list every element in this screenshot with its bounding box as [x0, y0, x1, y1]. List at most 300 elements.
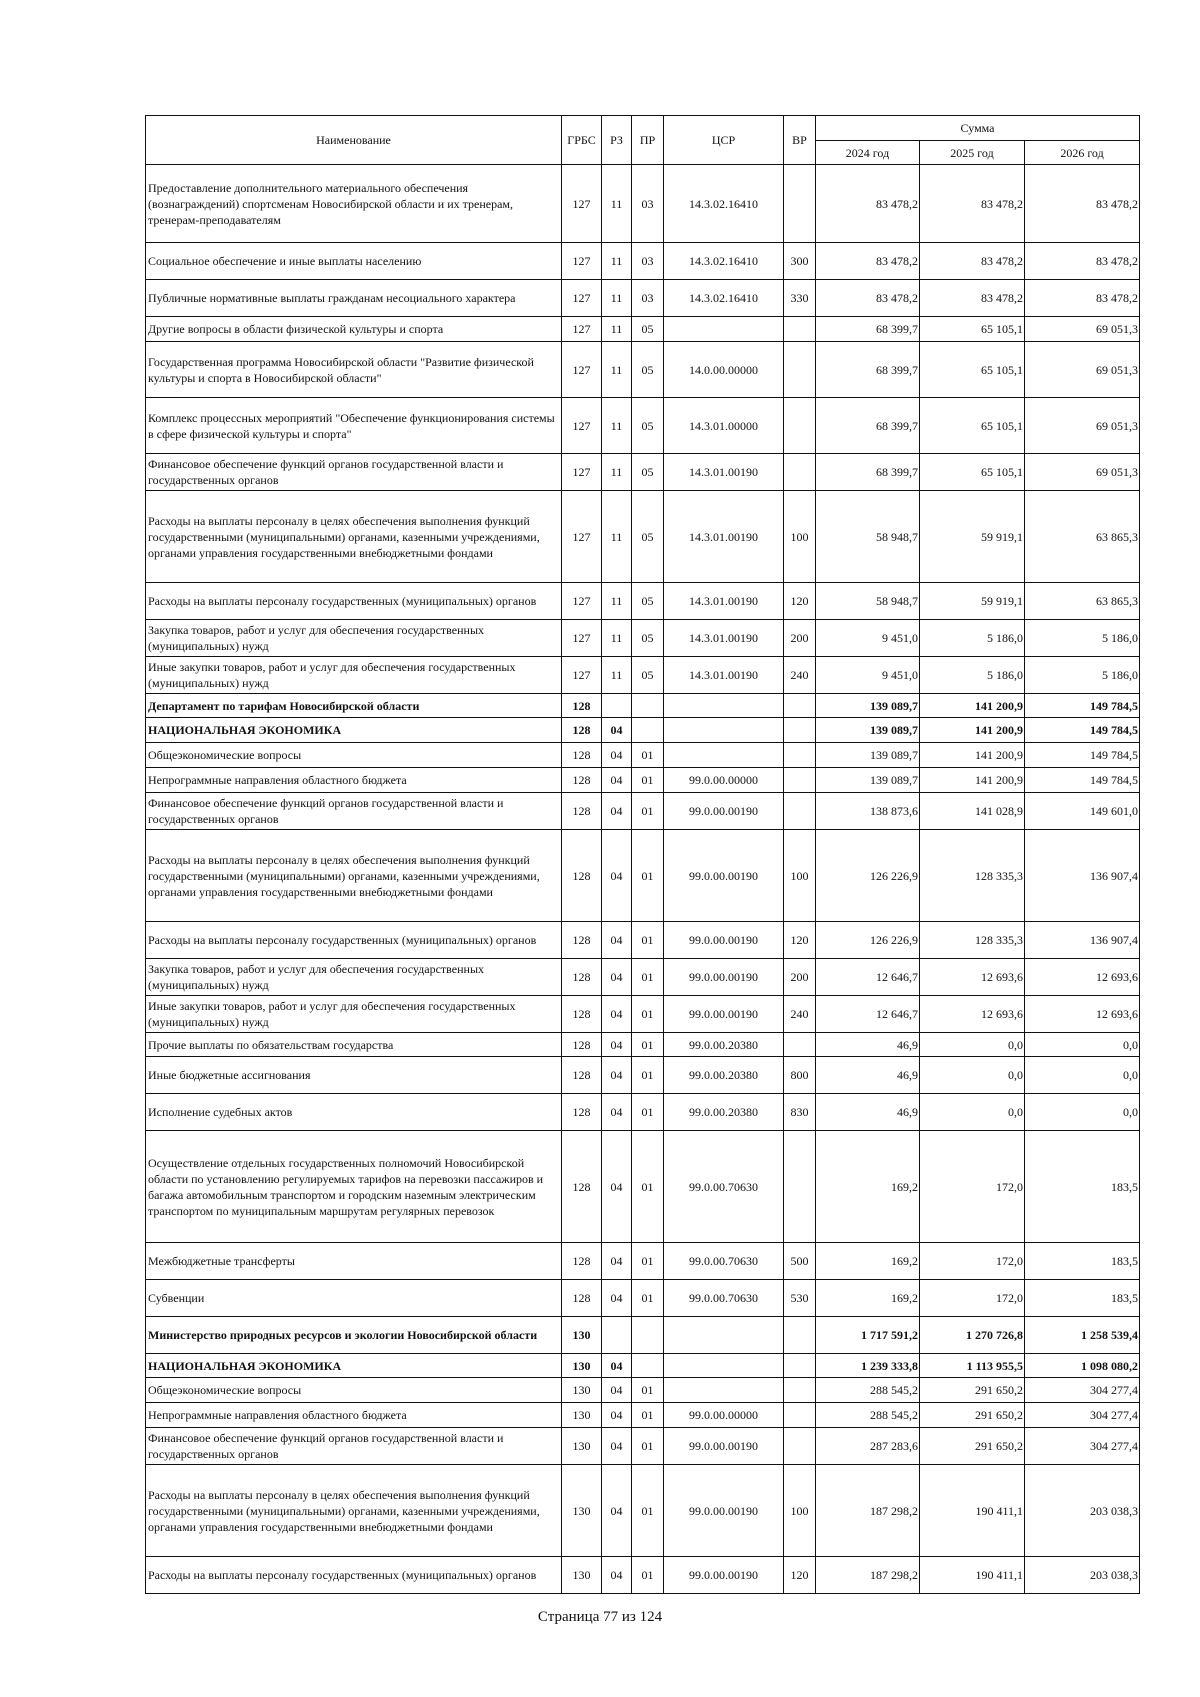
row-pr: 01	[632, 830, 664, 922]
row-value-2025: 12 693,6	[920, 996, 1025, 1033]
row-rz: 04	[602, 718, 632, 743]
row-csr: 99.0.00.20380	[664, 1094, 784, 1131]
row-value-2026: 0,0	[1025, 1057, 1140, 1094]
row-pr: 05	[632, 398, 664, 454]
row-value-2026: 1 098 080,2	[1025, 1354, 1140, 1378]
row-vr	[784, 768, 816, 793]
row-rz: 11	[602, 454, 632, 491]
table-row	[146, 243, 1140, 280]
row-value-2026: 149 784,5	[1025, 718, 1140, 743]
row-value-2025: 0,0	[920, 1094, 1025, 1131]
table-row	[146, 1057, 1140, 1094]
row-value-2024: 58 948,7	[816, 491, 920, 583]
row-value-2024: 68 399,7	[816, 454, 920, 491]
row-csr: 99.0.00.00000	[664, 1403, 784, 1428]
row-grbs: 128	[562, 996, 602, 1033]
row-pr: 03	[632, 243, 664, 280]
row-vr: 200	[784, 620, 816, 657]
row-pr: 05	[632, 620, 664, 657]
row-value-2026: 183,5	[1025, 1280, 1140, 1317]
row-grbs: 128	[562, 1243, 602, 1280]
row-csr: 99.0.00.70630	[664, 1243, 784, 1280]
row-value-2024: 139 089,7	[816, 718, 920, 743]
row-value-2025: 83 478,2	[920, 280, 1025, 317]
row-value-2024: 1 717 591,2	[816, 1317, 920, 1354]
row-rz: 04	[602, 1557, 632, 1594]
row-rz: 04	[602, 1033, 632, 1057]
row-value-2025: 128 335,3	[920, 830, 1025, 922]
row-value-2024: 187 298,2	[816, 1465, 920, 1557]
row-value-2024: 288 545,2	[816, 1378, 920, 1403]
row-name: Закупка товаров, работ и услуг для обеспечения государственных (муниципальных) нужд	[146, 620, 562, 657]
row-rz: 11	[602, 583, 632, 620]
row-value-2024: 46,9	[816, 1057, 920, 1094]
row-rz: 04	[602, 1354, 632, 1378]
row-rz: 11	[602, 342, 632, 398]
row-name: Другие вопросы в области физической культуры и спорта	[146, 317, 562, 342]
row-name: Осуществление отдельных государственных полномочий Новосибирской области по установлению регулируемых тарифов на перевозки пассажиров и багажа автомобильным транспортом и городским наземным электрическим транспортом по муниципальным маршрутам регулярных перевозок	[146, 1131, 562, 1243]
row-value-2026: 304 277,4	[1025, 1428, 1140, 1465]
row-grbs: 127	[562, 657, 602, 694]
table-row	[146, 280, 1140, 317]
row-value-2025: 5 186,0	[920, 657, 1025, 694]
col-header-sum: Сумма	[816, 116, 1140, 141]
row-name: Расходы на выплаты персоналу государственных (муниципальных) органов	[146, 922, 562, 959]
row-rz: 11	[602, 491, 632, 583]
row-vr	[784, 743, 816, 768]
col-header-csr: ЦСР	[664, 116, 784, 165]
row-value-2024: 126 226,9	[816, 830, 920, 922]
row-grbs: 127	[562, 491, 602, 583]
row-rz: 04	[602, 1131, 632, 1243]
row-vr: 200	[784, 959, 816, 996]
row-rz: 04	[602, 1280, 632, 1317]
row-value-2026: 304 277,4	[1025, 1378, 1140, 1403]
row-value-2026: 149 601,0	[1025, 793, 1140, 830]
row-name: Закупка товаров, работ и услуг для обеспечения государственных (муниципальных) нужд	[146, 959, 562, 996]
row-vr: 100	[784, 491, 816, 583]
row-csr: 99.0.00.00190	[664, 922, 784, 959]
row-grbs: 128	[562, 768, 602, 793]
col-header-pr: ПР	[632, 116, 664, 165]
row-rz: 04	[602, 996, 632, 1033]
row-rz: 11	[602, 620, 632, 657]
table-row	[146, 1094, 1140, 1131]
row-csr: 99.0.00.20380	[664, 1033, 784, 1057]
row-vr	[784, 1317, 816, 1354]
row-pr	[632, 1317, 664, 1354]
row-value-2024: 139 089,7	[816, 743, 920, 768]
row-grbs: 128	[562, 743, 602, 768]
table-header	[146, 116, 1140, 165]
row-csr: 14.3.01.00190	[664, 620, 784, 657]
row-grbs: 127	[562, 454, 602, 491]
row-csr: 99.0.00.00190	[664, 830, 784, 922]
row-vr	[784, 454, 816, 491]
row-vr: 120	[784, 583, 816, 620]
row-vr	[784, 1428, 816, 1465]
col-header-rz: РЗ	[602, 116, 632, 165]
row-value-2025: 291 650,2	[920, 1378, 1025, 1403]
row-value-2026: 0,0	[1025, 1033, 1140, 1057]
row-name: НАЦИОНАЛЬНАЯ ЭКОНОМИКА	[146, 718, 562, 743]
row-csr: 14.3.02.16410	[664, 243, 784, 280]
col-header-name: Наименование	[146, 116, 562, 165]
row-vr	[784, 1131, 816, 1243]
row-value-2024: 187 298,2	[816, 1557, 920, 1594]
row-name: Государственная программа Новосибирской области "Развитие физической культуры и спорта в Новосибирской области"	[146, 342, 562, 398]
row-csr	[664, 718, 784, 743]
row-value-2024: 46,9	[816, 1094, 920, 1131]
row-grbs: 127	[562, 243, 602, 280]
row-grbs: 128	[562, 793, 602, 830]
row-value-2024: 83 478,2	[816, 165, 920, 243]
row-csr: 99.0.00.00190	[664, 959, 784, 996]
row-vr: 240	[784, 657, 816, 694]
row-vr: 300	[784, 243, 816, 280]
row-value-2025: 5 186,0	[920, 620, 1025, 657]
row-csr	[664, 694, 784, 718]
row-vr	[784, 165, 816, 243]
row-name: Общеэкономические вопросы	[146, 743, 562, 768]
row-grbs: 130	[562, 1557, 602, 1594]
row-name: Общеэкономические вопросы	[146, 1378, 562, 1403]
row-vr	[784, 793, 816, 830]
row-csr: 99.0.00.00190	[664, 1557, 784, 1594]
row-name: Межбюджетные трансферты	[146, 1243, 562, 1280]
row-name: Исполнение судебных актов	[146, 1094, 562, 1131]
row-value-2026: 149 784,5	[1025, 694, 1140, 718]
row-rz: 11	[602, 317, 632, 342]
row-value-2025: 291 650,2	[920, 1403, 1025, 1428]
row-grbs: 130	[562, 1378, 602, 1403]
row-value-2025: 128 335,3	[920, 922, 1025, 959]
table-row	[146, 1354, 1140, 1378]
row-name: Расходы на выплаты персоналу государственных (муниципальных) органов	[146, 583, 562, 620]
row-vr	[784, 1403, 816, 1428]
row-rz: 04	[602, 1403, 632, 1428]
row-rz: 04	[602, 922, 632, 959]
row-name: Непрограммные направления областного бюджета	[146, 768, 562, 793]
table-row	[146, 1465, 1140, 1557]
table-row	[146, 398, 1140, 454]
row-value-2024: 68 399,7	[816, 342, 920, 398]
row-grbs: 128	[562, 1280, 602, 1317]
row-value-2025: 83 478,2	[920, 243, 1025, 280]
row-csr: 14.3.01.00190	[664, 491, 784, 583]
row-value-2024: 9 451,0	[816, 657, 920, 694]
table-row	[146, 1378, 1140, 1403]
row-pr: 01	[632, 1131, 664, 1243]
row-rz: 04	[602, 1243, 632, 1280]
row-csr: 14.3.01.00190	[664, 454, 784, 491]
row-csr: 99.0.00.20380	[664, 1057, 784, 1094]
row-grbs: 130	[562, 1354, 602, 1378]
row-rz: 04	[602, 768, 632, 793]
row-value-2026: 83 478,2	[1025, 243, 1140, 280]
col-header-2026: 2026 год	[1025, 141, 1140, 165]
row-vr	[784, 317, 816, 342]
row-value-2025: 1 270 726,8	[920, 1317, 1025, 1354]
budget-table	[145, 115, 1140, 1594]
row-value-2024: 169,2	[816, 1280, 920, 1317]
table-body	[146, 165, 1140, 1594]
table-row	[146, 1428, 1140, 1465]
row-grbs: 127	[562, 583, 602, 620]
row-pr: 01	[632, 1378, 664, 1403]
table-row	[146, 996, 1140, 1033]
row-value-2024: 138 873,6	[816, 793, 920, 830]
row-rz: 04	[602, 793, 632, 830]
row-name: Расходы на выплаты персоналу в целях обеспечения выполнения функций государственными (муниципальными) органами, казенными учреждениями, органами управления государственными внебюджетными фондами	[146, 491, 562, 583]
row-pr: 01	[632, 1057, 664, 1094]
row-value-2024: 126 226,9	[816, 922, 920, 959]
row-value-2024: 1 239 333,8	[816, 1354, 920, 1378]
row-value-2025: 59 919,1	[920, 583, 1025, 620]
row-pr: 01	[632, 996, 664, 1033]
row-vr	[784, 1354, 816, 1378]
row-value-2025: 141 200,9	[920, 694, 1025, 718]
row-name: Социальное обеспечение и иные выплаты населению	[146, 243, 562, 280]
row-name: Министерство природных ресурсов и экологии Новосибирской области	[146, 1317, 562, 1354]
row-pr: 01	[632, 1557, 664, 1594]
table-row	[146, 165, 1140, 243]
row-csr: 99.0.00.00000	[664, 768, 784, 793]
row-value-2024: 12 646,7	[816, 959, 920, 996]
row-grbs: 128	[562, 1131, 602, 1243]
row-value-2025: 65 105,1	[920, 454, 1025, 491]
table-row	[146, 793, 1140, 830]
row-rz: 11	[602, 657, 632, 694]
row-name: Финансовое обеспечение функций органов государственной власти и государственных органов	[146, 1428, 562, 1465]
table-row	[146, 694, 1140, 718]
table-row	[146, 830, 1140, 922]
row-grbs: 127	[562, 317, 602, 342]
table-row	[146, 583, 1140, 620]
row-vr: 830	[784, 1094, 816, 1131]
row-value-2026: 149 784,5	[1025, 768, 1140, 793]
row-rz: 11	[602, 398, 632, 454]
table-row	[146, 491, 1140, 583]
row-vr: 100	[784, 1465, 816, 1557]
row-csr: 14.3.02.16410	[664, 165, 784, 243]
row-value-2024: 169,2	[816, 1131, 920, 1243]
row-value-2026: 69 051,3	[1025, 342, 1140, 398]
row-value-2024: 288 545,2	[816, 1403, 920, 1428]
row-value-2026: 69 051,3	[1025, 398, 1140, 454]
row-grbs: 127	[562, 342, 602, 398]
row-name: Комплекс процессных мероприятий "Обеспечение функционирования системы в сфере физической культуры и спорта"	[146, 398, 562, 454]
row-rz: 04	[602, 1094, 632, 1131]
row-value-2026: 183,5	[1025, 1131, 1140, 1243]
row-vr: 120	[784, 922, 816, 959]
row-pr: 01	[632, 1403, 664, 1428]
row-value-2025: 1 113 955,5	[920, 1354, 1025, 1378]
row-value-2026: 136 907,4	[1025, 830, 1140, 922]
row-rz: 04	[602, 743, 632, 768]
row-rz: 04	[602, 1378, 632, 1403]
table-row	[146, 922, 1140, 959]
row-name: Иные бюджетные ассигнования	[146, 1057, 562, 1094]
row-pr: 03	[632, 280, 664, 317]
row-value-2026: 0,0	[1025, 1094, 1140, 1131]
row-value-2025: 141 028,9	[920, 793, 1025, 830]
row-value-2025: 141 200,9	[920, 768, 1025, 793]
row-grbs: 127	[562, 280, 602, 317]
table-row	[146, 342, 1140, 398]
row-value-2025: 172,0	[920, 1131, 1025, 1243]
row-name: Расходы на выплаты персоналу в целях обеспечения выполнения функций государственными (муниципальными) органами, казенными учреждениями, органами управления государственными внебюджетными фондами	[146, 830, 562, 922]
row-value-2025: 291 650,2	[920, 1428, 1025, 1465]
row-pr	[632, 718, 664, 743]
page-number: Страница 77 из 124	[537, 1609, 663, 1625]
row-value-2026: 69 051,3	[1025, 317, 1140, 342]
row-value-2025: 65 105,1	[920, 342, 1025, 398]
row-value-2024: 68 399,7	[816, 317, 920, 342]
row-grbs: 127	[562, 165, 602, 243]
row-pr: 01	[632, 959, 664, 996]
row-pr: 01	[632, 743, 664, 768]
row-rz: 04	[602, 1057, 632, 1094]
row-value-2026: 136 907,4	[1025, 922, 1140, 959]
row-name: Субвенции	[146, 1280, 562, 1317]
row-value-2025: 12 693,6	[920, 959, 1025, 996]
row-value-2026: 63 865,3	[1025, 583, 1140, 620]
row-vr	[784, 342, 816, 398]
row-grbs: 127	[562, 398, 602, 454]
row-csr: 99.0.00.00190	[664, 1465, 784, 1557]
row-value-2024: 287 283,6	[816, 1428, 920, 1465]
row-rz	[602, 1317, 632, 1354]
row-value-2026: 5 186,0	[1025, 620, 1140, 657]
row-csr: 99.0.00.00190	[664, 996, 784, 1033]
row-grbs: 128	[562, 959, 602, 996]
table-row	[146, 959, 1140, 996]
row-value-2025: 190 411,1	[920, 1557, 1025, 1594]
row-pr	[632, 1354, 664, 1378]
row-pr: 01	[632, 1243, 664, 1280]
row-value-2026: 304 277,4	[1025, 1403, 1140, 1428]
row-name: Иные закупки товаров, работ и услуг для обеспечения государственных (муниципальных) нужд	[146, 996, 562, 1033]
table-row	[146, 768, 1140, 793]
row-csr: 99.0.00.70630	[664, 1131, 784, 1243]
row-value-2026: 1 258 539,4	[1025, 1317, 1140, 1354]
row-pr: 05	[632, 583, 664, 620]
row-name: Публичные нормативные выплаты гражданам несоциального характера	[146, 280, 562, 317]
row-value-2024: 83 478,2	[816, 280, 920, 317]
row-vr	[784, 398, 816, 454]
row-grbs: 128	[562, 1033, 602, 1057]
row-csr: 14.3.01.00000	[664, 398, 784, 454]
row-name: Финансовое обеспечение функций органов государственной власти и государственных органов	[146, 793, 562, 830]
row-name: Иные закупки товаров, работ и услуг для обеспечения государственных (муниципальных) нужд	[146, 657, 562, 694]
row-pr: 05	[632, 317, 664, 342]
row-name: Расходы на выплаты персоналу в целях обеспечения выполнения функций государственными (муниципальными) органами, казенными учреждениями, органами управления государственными внебюджетными фондами	[146, 1465, 562, 1557]
row-value-2024: 58 948,7	[816, 583, 920, 620]
row-csr: 99.0.00.00190	[664, 793, 784, 830]
row-rz: 11	[602, 243, 632, 280]
row-vr: 530	[784, 1280, 816, 1317]
row-pr: 01	[632, 1094, 664, 1131]
row-grbs: 128	[562, 718, 602, 743]
row-vr: 100	[784, 830, 816, 922]
row-value-2026: 183,5	[1025, 1243, 1140, 1280]
row-name: Прочие выплаты по обязательствам государства	[146, 1033, 562, 1057]
row-grbs: 128	[562, 1057, 602, 1094]
row-csr	[664, 317, 784, 342]
row-vr	[784, 1033, 816, 1057]
table-row	[146, 1131, 1140, 1243]
row-grbs: 127	[562, 620, 602, 657]
row-value-2026: 83 478,2	[1025, 165, 1140, 243]
row-name: Финансовое обеспечение функций органов государственной власти и государственных органов	[146, 454, 562, 491]
row-grbs: 128	[562, 830, 602, 922]
table-row	[146, 1243, 1140, 1280]
table-row	[146, 1280, 1140, 1317]
row-name: Расходы на выплаты персоналу государственных (муниципальных) органов	[146, 1557, 562, 1594]
row-pr: 05	[632, 342, 664, 398]
row-value-2025: 172,0	[920, 1243, 1025, 1280]
row-rz: 04	[602, 1465, 632, 1557]
row-value-2024: 46,9	[816, 1033, 920, 1057]
table-row	[146, 1403, 1140, 1428]
row-grbs: 128	[562, 922, 602, 959]
row-rz: 11	[602, 165, 632, 243]
row-name: Непрограммные направления областного бюджета	[146, 1403, 562, 1428]
row-value-2026: 203 038,3	[1025, 1465, 1140, 1557]
row-grbs: 130	[562, 1428, 602, 1465]
row-name: Предоставление дополнительного материального обеспечения (вознаграждений) спортсменам Новосибирской области и их тренерам, тренерам-преподавателям	[146, 165, 562, 243]
row-name: НАЦИОНАЛЬНАЯ ЭКОНОМИКА	[146, 1354, 562, 1378]
row-pr: 01	[632, 1428, 664, 1465]
row-pr: 05	[632, 657, 664, 694]
row-grbs: 130	[562, 1403, 602, 1428]
row-pr: 03	[632, 165, 664, 243]
col-header-2024: 2024 год	[816, 141, 920, 165]
table-row	[146, 1557, 1140, 1594]
table-row	[146, 718, 1140, 743]
row-vr: 500	[784, 1243, 816, 1280]
col-header-2025: 2025 год	[920, 141, 1025, 165]
row-value-2025: 0,0	[920, 1057, 1025, 1094]
row-vr	[784, 718, 816, 743]
col-header-grbs: ГРБС	[562, 116, 602, 165]
row-value-2026: 203 038,3	[1025, 1557, 1140, 1594]
row-grbs: 128	[562, 694, 602, 718]
row-grbs: 130	[562, 1465, 602, 1557]
row-rz: 04	[602, 830, 632, 922]
row-pr: 01	[632, 1033, 664, 1057]
row-pr: 01	[632, 768, 664, 793]
row-pr	[632, 694, 664, 718]
row-csr: 99.0.00.00190	[664, 1428, 784, 1465]
row-value-2025: 141 200,9	[920, 718, 1025, 743]
row-pr: 01	[632, 793, 664, 830]
row-value-2025: 172,0	[920, 1280, 1025, 1317]
row-value-2026: 12 693,6	[1025, 996, 1140, 1033]
row-rz: 04	[602, 959, 632, 996]
row-value-2024: 139 089,7	[816, 694, 920, 718]
row-vr: 800	[784, 1057, 816, 1094]
table-row	[146, 1033, 1140, 1057]
row-csr: 99.0.00.70630	[664, 1280, 784, 1317]
row-value-2025: 65 105,1	[920, 398, 1025, 454]
col-header-vr: ВР	[784, 116, 816, 165]
row-rz: 11	[602, 280, 632, 317]
row-csr: 14.0.00.00000	[664, 342, 784, 398]
row-value-2024: 83 478,2	[816, 243, 920, 280]
row-pr: 01	[632, 1280, 664, 1317]
